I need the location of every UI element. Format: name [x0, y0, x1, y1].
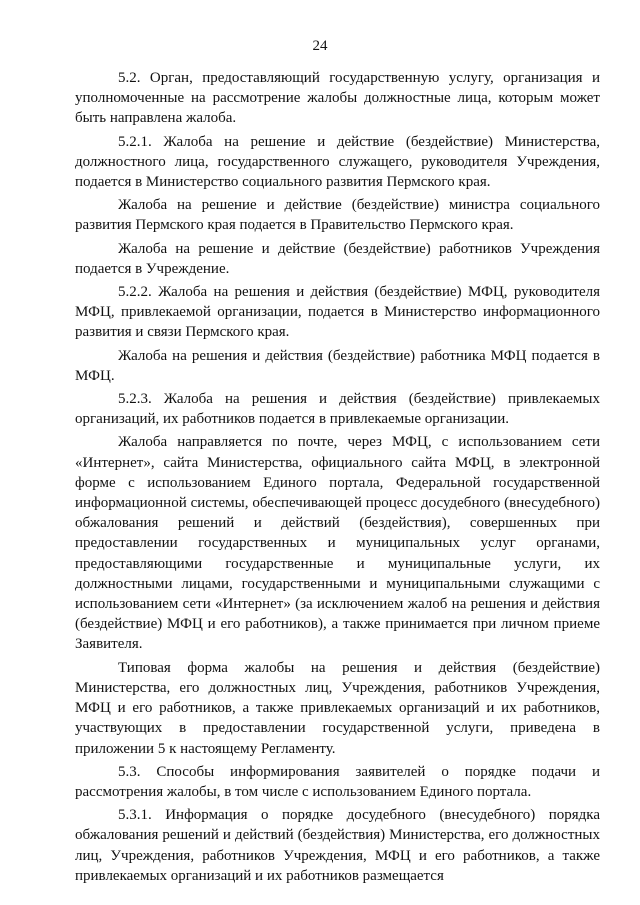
paragraph-5-3: 5.3. Способы информирования заявителей о порядке подачи и рассмотрения жалобы, в том числе с использованием Единого портала.	[75, 763, 600, 800]
paragraph-standard-form: Типовая форма жалобы на решения и действия (бездействие) Министерства, его должностных лиц, Учреждения, работников Учреждения, МФЦ и его работников, а также привлекаемых организаций и их работников, участвующих в предоставлении государственной услуги, приведена в приложении 5 к настоящему Регламенту.	[75, 659, 600, 757]
paragraph-submission-methods: Жалоба направляется по почте, через МФЦ, с использованием сети «Интернет», сайта Министерства, официального сайта МФЦ, в электронной форме с использованием Единого портала, Федеральной государственной информационной системы, обеспечивающей процесс досудебного (внесудебного) обжалования решений и действий (бездействия), совершенных при предоставлении государственных и муниципальных услуг органами, предоставляющими государственные и муниципальные услуги, их должностными лицами, государственными и муниципальными служащими с использованием сети «Интернет» (за исключением жалоб на решения и действия (бездействие) МФЦ и его работников), а также принимается при личном приеме Заявителя.	[75, 434, 600, 653]
paragraph-5-2-3: 5.2.3. Жалоба на решения и действия (бездействие) привлекаемых организаций, их работников подается в привлекаемые организации.	[75, 391, 600, 428]
paragraph-5-2-2: 5.2.2. Жалоба на решения и действия (бездействие) МФЦ, руководителя МФЦ, привлекаемой организации, подается в Министерство информационного развития и связи Пермского края.	[75, 284, 600, 341]
page-number: 24	[312, 38, 328, 54]
paragraph-5-2: 5.2. Орган, предоставляющий государственную услугу, организация и уполномоченные на рассмотрение жалобы должностные лица, которым может быть направлена жалоба.	[75, 70, 600, 127]
paragraph-minister-complaint: Жалоба на решение и действие (бездействие) министра социального развития Пермского края подается в Правительство Пермского края.	[75, 197, 600, 234]
paragraph-5-3-1: 5.3.1. Информация о порядке досудебного (внесудебного) порядка обжалования решений и действий (бездействия) Министерства, его должностных лиц, Учреждения, работников Учреждения, МФЦ и его работников, а также привлекаемых организаций и их работников размещается	[75, 807, 600, 884]
paragraph-mfc-worker-complaint: Жалоба на решения и действия (бездействие) работника МФЦ подается в МФЦ.	[75, 347, 600, 384]
paragraph-5-2-1: 5.2.1. Жалоба на решение и действие (бездействие) Министерства, должностного лица, государственного служащего, руководителя Учреждения, подается в Министерство социального развития Пермского края.	[75, 133, 600, 191]
document-body	[75, 68, 600, 889]
paragraph-institution-complaint: Жалоба на решение и действие (бездействие) работников Учреждения подается в Учреждение.	[75, 240, 600, 277]
